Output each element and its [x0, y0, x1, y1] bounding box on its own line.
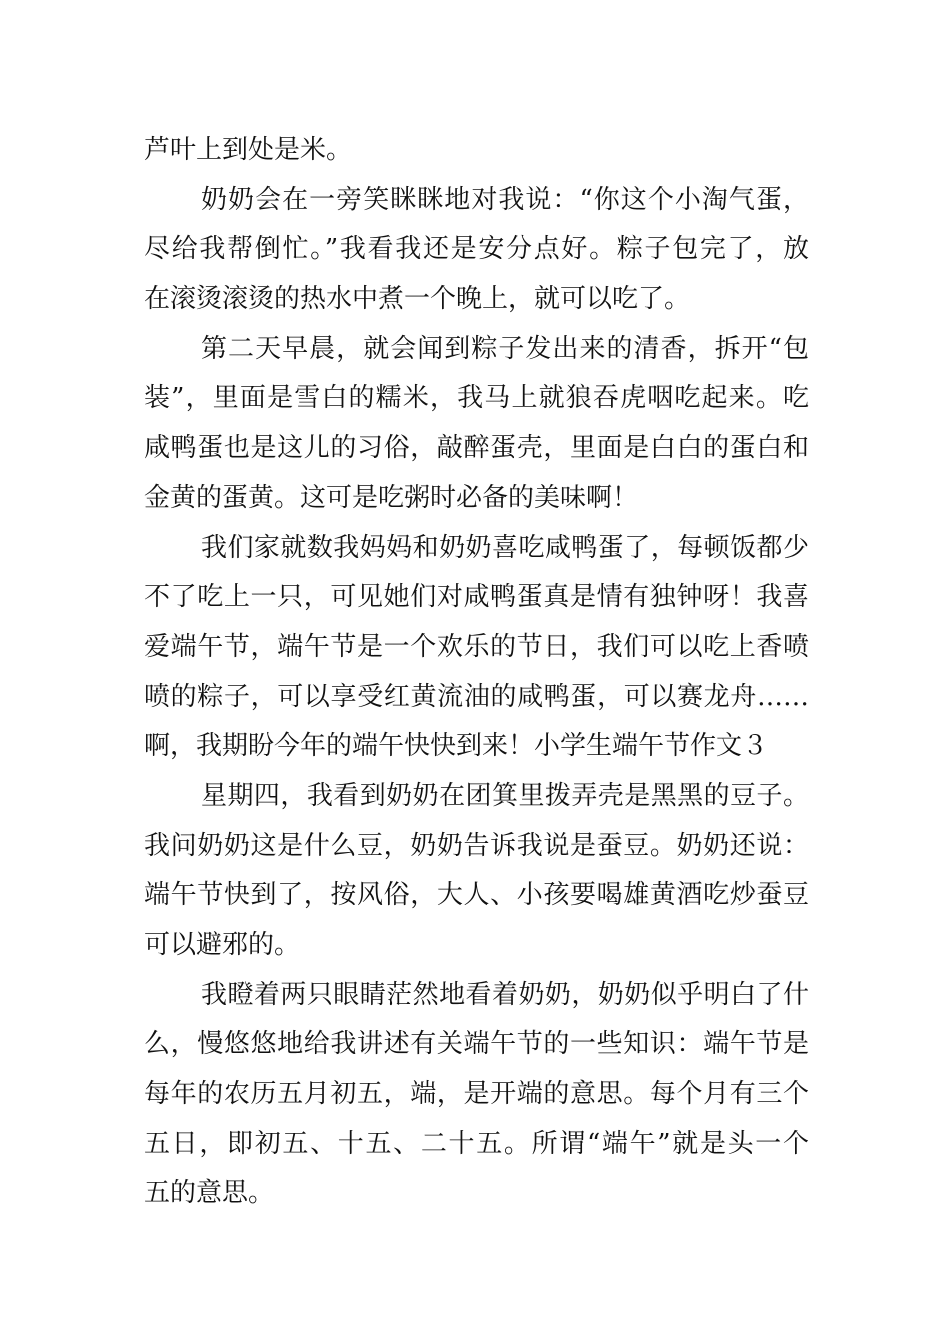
text-line: 星期四，我看到奶奶在团箕里拨弄壳是黑黑的豆子。: [201, 780, 809, 811]
text-line: 爱端午节，端午节是一个欢乐的节日，我们可以吃上香喷: [144, 631, 809, 662]
text-line: 装”，里面是雪白的糯米，我马上就狼吞虎咽吃起来。吃: [144, 383, 809, 414]
text-line: 五的意思。: [144, 1178, 275, 1209]
body-text: [144, 126, 809, 1219]
text-line: 五日，即初五、十五、二十五。所谓“端午”就是头一个: [144, 1128, 809, 1159]
text-line: 端午节快到了，按风俗，大人、小孩要喝雄黄酒吃炒蚕豆: [144, 880, 809, 911]
text-line: 第二天早晨，就会闻到粽子发出来的清香，拆开“包: [201, 333, 809, 364]
text-line: 每年的农历五月初五，端，是开端的意思。每个月有三个: [144, 1079, 809, 1110]
text-line: 喷的粽子，可以享受红黄流油的咸鸭蛋，可以赛龙舟……: [144, 681, 809, 712]
text-line: 芦叶上到处是米。: [144, 135, 353, 165]
text-line: 我问奶奶这是什么豆，奶奶告诉我说是蚕豆。奶奶还说：: [144, 830, 809, 861]
text-line: 么，慢悠悠地给我讲述有关端午节的一些知识：端午节是: [144, 1029, 809, 1060]
text-line: 咸鸭蛋也是这儿的习俗，敲醉蛋壳，里面是白白的蛋白和: [144, 433, 809, 464]
text-line: 尽给我帮倒忙。”我看我还是安分点好。粽子包完了，放: [144, 234, 809, 265]
text-line: 金黄的蛋黄。这可是吃粥时必备的美味啊！: [144, 482, 639, 513]
text-line: 在滚烫滚烫的热水中煮一个晚上，就可以吃了。: [144, 284, 691, 315]
text-line: 可以避邪的。: [144, 930, 301, 960]
text-line: 我们家就数我妈妈和奶奶喜吃咸鸭蛋了，每顿饭都少: [201, 532, 809, 563]
text-line: 不了吃上一只，可见她们对咸鸭蛋真是情有独钟呀！我喜: [144, 582, 809, 613]
text-line: 我瞪着两只眼睛茫然地看着奶奶，奶奶似乎明白了什: [201, 979, 809, 1010]
text-line: 啊，我期盼今年的端午快快到来！小学生端午节作文３: [144, 731, 769, 762]
text-line: 奶奶会在一旁笑眯眯地对我说：“你这个小淘气蛋，: [201, 184, 809, 215]
